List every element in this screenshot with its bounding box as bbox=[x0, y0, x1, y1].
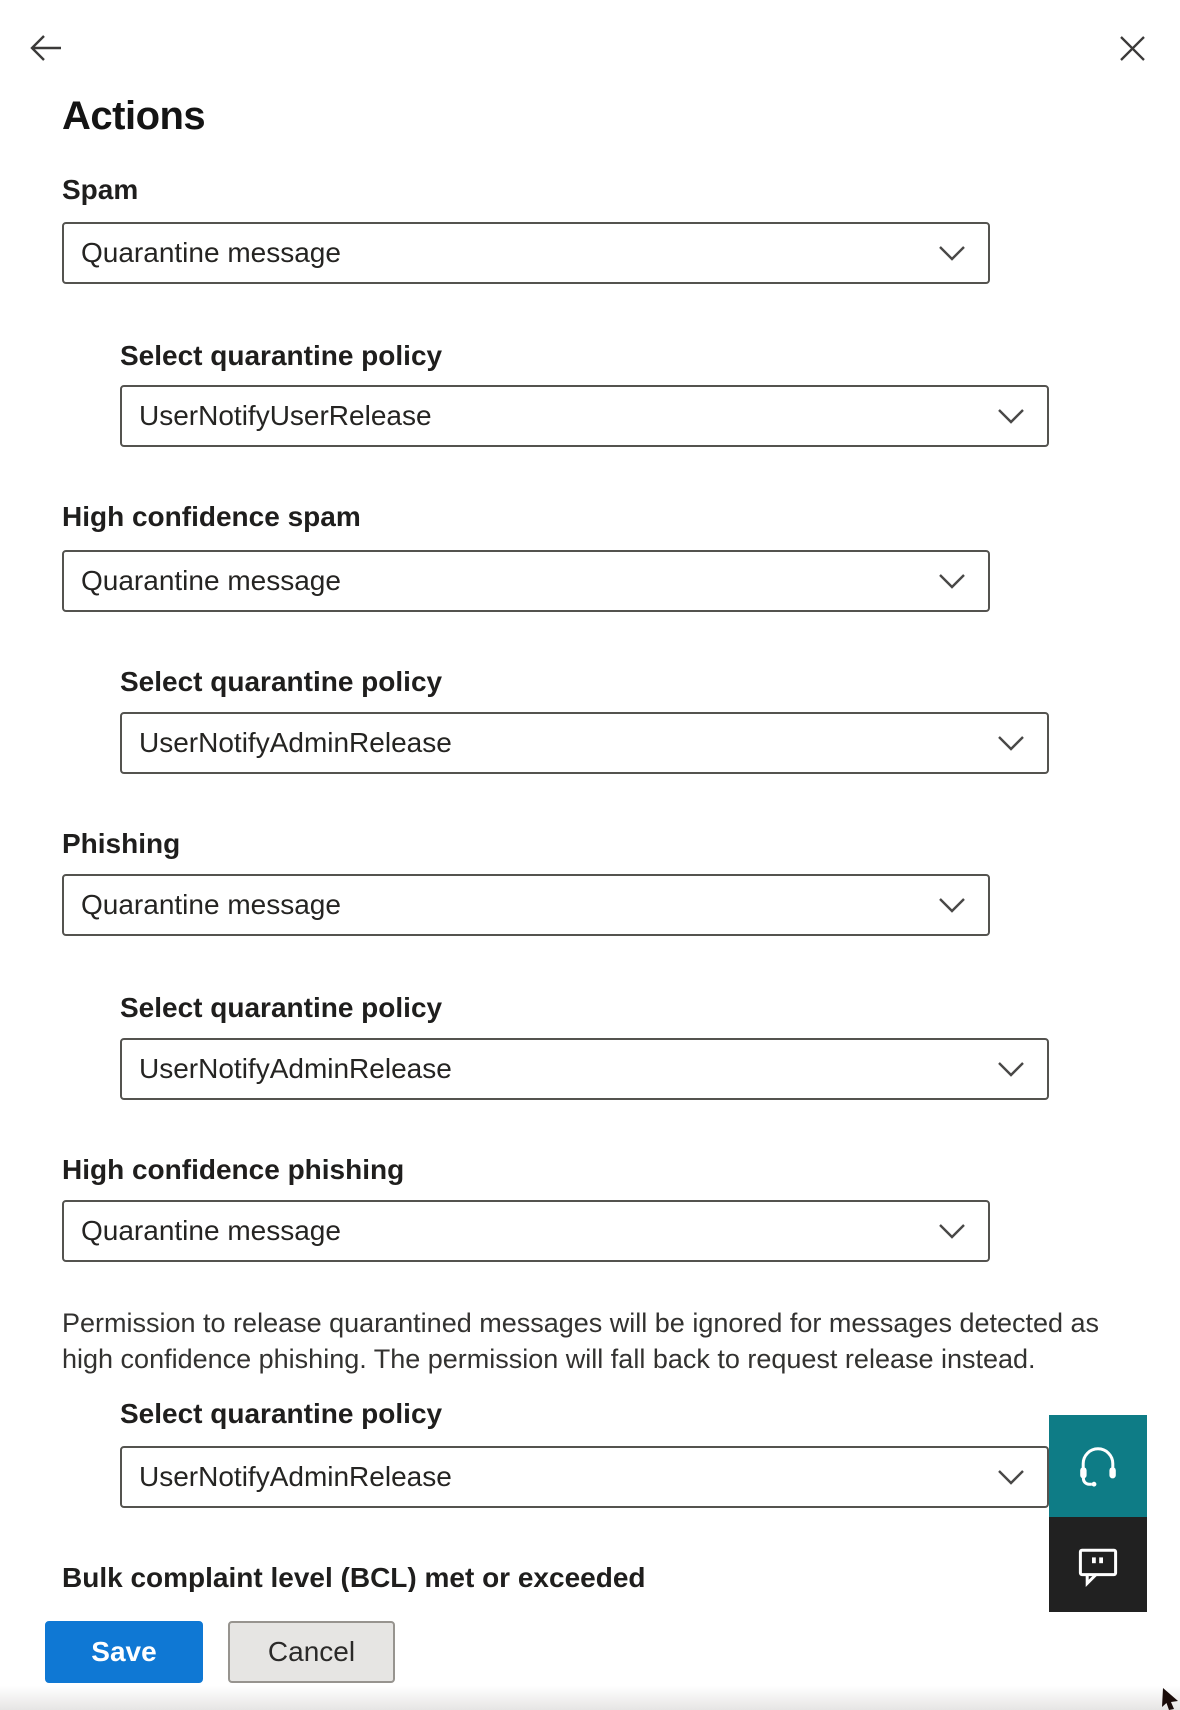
spam-policy-value: UserNotifyUserRelease bbox=[139, 400, 432, 431]
spam-policy-dropdown[interactable] bbox=[120, 385, 1049, 447]
cancel-button[interactable]: Cancel bbox=[228, 1621, 395, 1683]
spam-label: Spam bbox=[62, 174, 139, 205]
chat-bubble-icon bbox=[1074, 1541, 1122, 1589]
chevron-down-icon bbox=[938, 897, 966, 913]
feedback-button[interactable] bbox=[1049, 1517, 1147, 1612]
save-button[interactable]: Save bbox=[45, 1621, 203, 1683]
back-arrow-icon bbox=[29, 33, 63, 63]
chevron-down-icon bbox=[997, 735, 1025, 751]
bulk-complaint-level-label: Bulk complaint level (BCL) met or exceeded bbox=[62, 1562, 646, 1592]
phishing-policy-label: Select quarantine policy bbox=[120, 992, 443, 1023]
high-confidence-spam-policy-value: UserNotifyAdminRelease bbox=[139, 727, 452, 758]
help-support-button[interactable] bbox=[1049, 1415, 1147, 1517]
chevron-down-icon bbox=[938, 245, 966, 261]
close-button[interactable] bbox=[1112, 28, 1152, 68]
high-confidence-phishing-policy-label: Select quarantine policy bbox=[120, 1398, 443, 1429]
phishing-policy-dropdown[interactable] bbox=[120, 1038, 1049, 1100]
high-confidence-phishing-policy-value: UserNotifyAdminRelease bbox=[139, 1461, 452, 1492]
back-button[interactable] bbox=[26, 28, 66, 68]
high-confidence-spam-policy-dropdown[interactable] bbox=[120, 712, 1049, 774]
phishing-action-value: Quarantine message bbox=[81, 889, 341, 920]
chevron-down-icon bbox=[997, 408, 1025, 424]
chevron-down-icon bbox=[938, 573, 966, 589]
spam-action-dropdown[interactable] bbox=[62, 222, 990, 284]
high-confidence-spam-label: High confidence spam bbox=[62, 501, 361, 532]
high-confidence-phishing-action-value: Quarantine message bbox=[81, 1215, 341, 1246]
phishing-label: Phishing bbox=[62, 828, 181, 859]
page-title: Actions bbox=[62, 94, 206, 138]
high-confidence-spam-action-value: Quarantine message bbox=[81, 565, 341, 596]
close-icon bbox=[1119, 35, 1146, 62]
chevron-down-icon bbox=[997, 1469, 1025, 1485]
chevron-down-icon bbox=[997, 1061, 1025, 1077]
high-confidence-spam-policy-label: Select quarantine policy bbox=[120, 666, 443, 697]
high-confidence-phishing-policy-dropdown[interactable] bbox=[120, 1446, 1049, 1508]
high-confidence-phishing-action-dropdown[interactable] bbox=[62, 1200, 990, 1262]
chevron-down-icon bbox=[938, 1223, 966, 1239]
high-confidence-phishing-label: High confidence phishing bbox=[62, 1154, 405, 1185]
high-confidence-spam-action-dropdown[interactable] bbox=[62, 550, 990, 612]
high-confidence-phishing-note: Permission to release quarantined messages will be ignored for messages detected as high confidence phishing. The permission will fall back to request release instead. bbox=[62, 1308, 1100, 1374]
phishing-policy-value: UserNotifyAdminRelease bbox=[139, 1053, 452, 1084]
phishing-action-dropdown[interactable] bbox=[62, 874, 990, 936]
headset-icon bbox=[1074, 1442, 1122, 1490]
spam-policy-label: Select quarantine policy bbox=[120, 340, 443, 371]
spam-action-value: Quarantine message bbox=[81, 237, 341, 268]
